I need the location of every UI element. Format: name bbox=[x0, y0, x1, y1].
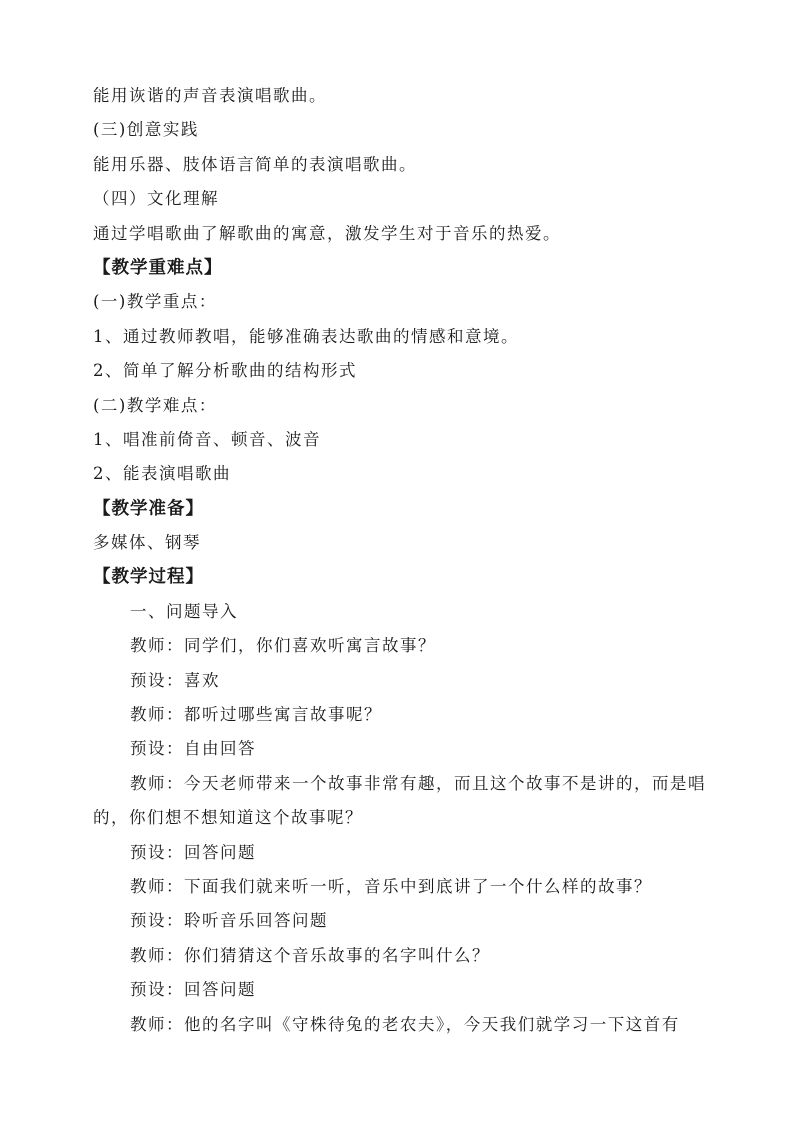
dialogue-line: 教师：今天老师带来一个故事非常有趣，而且这个故事不是讲的，而是唱的，你们想不想知道这个故事呢？ bbox=[93, 773, 706, 828]
dialogue-line: 预设：回答问题 bbox=[130, 980, 256, 1000]
subheading-question-intro: 一、问题导入 bbox=[130, 601, 238, 621]
paragraph: 通过学唱歌曲了解歌曲的寓意，激发学生对于音乐的热爱。 bbox=[93, 223, 561, 243]
section-heading-creative-practice: (三)创意实践 bbox=[93, 120, 199, 140]
paragraph: 能用乐器、肢体语言简单的表演唱歌曲。 bbox=[93, 154, 417, 174]
dialogue-line: 教师：下面我们就来听一听，音乐中到底讲了一个什么样的故事？ bbox=[130, 877, 652, 897]
list-item: 1、唱准前倚音、顿音、波音 bbox=[93, 429, 321, 449]
document-body bbox=[93, 79, 713, 1042]
dialogue-line: 预设：喜欢 bbox=[130, 670, 220, 690]
heading-teaching-preparation: 【教学准备】 bbox=[93, 498, 204, 519]
paragraph: 多媒体、钢琴 bbox=[93, 533, 201, 553]
dialogue-line: 教师：同学们，你们喜欢听寓言故事？ bbox=[130, 636, 436, 656]
subheading-key-points: (一)教学重点： bbox=[93, 292, 217, 312]
dialogue-line: 教师：都听过哪些寓言故事呢？ bbox=[130, 705, 382, 725]
dialogue-line: 教师：你们猜猜这个音乐故事的名字叫什么？ bbox=[130, 945, 490, 965]
heading-key-difficult-points: 【教学重难点】 bbox=[93, 257, 223, 278]
list-item: 2、简单了解分析歌曲的结构形式 bbox=[93, 361, 357, 381]
list-item: 1、通过教师教唱，能够准确表达歌曲的情感和意境。 bbox=[93, 326, 519, 346]
dialogue-line: 预设：自由回答 bbox=[130, 739, 256, 759]
dialogue-line: 预设：回答问题 bbox=[130, 842, 256, 862]
heading-teaching-process: 【教学过程】 bbox=[93, 567, 204, 588]
dialogue-line: 预设：聆听音乐回答问题 bbox=[130, 911, 328, 931]
paragraph: 能用诙谐的声音表演唱歌曲。 bbox=[93, 86, 327, 105]
list-item: 2、能表演唱歌曲 bbox=[93, 464, 231, 484]
dialogue-line: 教师：他的名字叫《守株待兔的老农夫》，今天我们就学习一下这首有 bbox=[130, 1014, 680, 1034]
section-heading-cultural-understanding: （四）文化理解 bbox=[93, 189, 219, 209]
subheading-difficult-points: (二)教学难点： bbox=[93, 395, 217, 415]
